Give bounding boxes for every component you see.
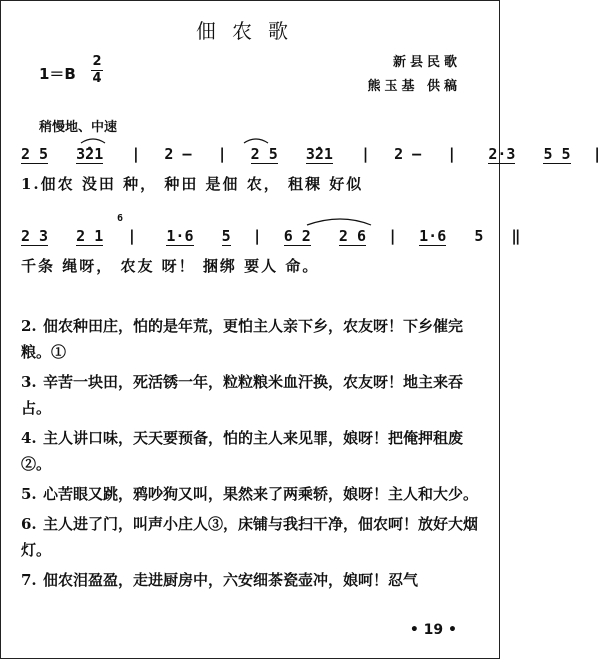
time-signature [91, 55, 103, 86]
verse-text: 主人讲口味，天天要预备，怕的主人来见罪，娘呀！把俺押租废②。 [21, 429, 464, 473]
key-signature: 1＝B [39, 65, 76, 83]
note-group: 2 – [394, 145, 422, 163]
grace-note: 6 [117, 213, 124, 224]
barline: | [252, 227, 262, 245]
note-group: 5 [474, 227, 484, 245]
verse-item [21, 481, 481, 507]
barline: | [360, 145, 370, 163]
time-signature-bottom: 4 [92, 71, 102, 86]
verse-item [21, 511, 481, 563]
verse-number: 4. [21, 429, 37, 447]
note-group: 1·6 [419, 227, 447, 245]
note-group: 2·3 [488, 145, 516, 163]
verse-number: 7. [21, 571, 37, 589]
verse-number: 3. [21, 373, 37, 391]
barline: | [217, 145, 227, 163]
verse-number: 6. [21, 515, 37, 533]
score-line-1 [21, 145, 602, 163]
barline: | [131, 145, 141, 163]
barline: | [592, 145, 602, 163]
note-group: 3̂21 [76, 145, 104, 163]
verse-number: 5. [21, 485, 37, 503]
note-group: 2 1 [76, 227, 104, 245]
note-group: 2 3 [21, 227, 49, 245]
barline: | [447, 145, 457, 163]
verse-text: 主人进了门，叫声小庄人③，床铺与我扫干净，佃农呵！放好大烟灯。 [21, 515, 479, 559]
song-title: 佃农歌 [196, 19, 304, 43]
verse-text: 佃农种田庄，怕的是年荒，更怕主人亲下乡，农友呀！下乡催完粮。① [21, 317, 464, 361]
note-group: 2 5 [250, 145, 278, 163]
song-contributor: 熊玉基 供稿 [367, 79, 461, 94]
verses-section [21, 313, 481, 597]
slur-mark [307, 219, 371, 225]
note-group: 2 6 [338, 227, 366, 245]
final-barline: ‖ [511, 227, 521, 245]
page-number: • 19 • [409, 622, 457, 638]
verse-item [21, 369, 481, 421]
note-group: 6 2 [283, 227, 311, 245]
verse-text: 佃农泪盈盈，走进厨房中，六安细茶瓷壶冲，娘呵！忍气 [43, 571, 419, 589]
verse-item [21, 425, 481, 477]
slur-mark [244, 139, 268, 143]
note-group: 1·6 [166, 227, 194, 245]
verse-item [21, 567, 481, 593]
tempo-marking: 稍慢地、中速 [39, 120, 118, 135]
lyric-line-2: 千条 绳呀， 农友 呀！ 捆绑 要人 命。 [21, 257, 320, 275]
note-group: 2 5 [21, 145, 49, 163]
verse-text: 心苦眼又跳，鸦吵狗又叫，果然来了两乘轿，娘呀！主人和大少。 [43, 485, 479, 503]
note-group: 5 5 [543, 145, 571, 163]
note-group: 2 – [164, 145, 192, 163]
time-signature-top: 2 [92, 54, 102, 69]
song-origin: 新县民歌 [392, 55, 461, 70]
note-group: 5 [221, 227, 231, 245]
note-group: 3̂21 [305, 145, 333, 163]
barline: | [388, 227, 398, 245]
verse-text: 辛苦一块田，死活锈一年，粒粒粮米血汗换，农友呀！地主来吞占。 [21, 373, 464, 417]
score-line-2 [21, 227, 520, 245]
lyric-line-1: 1.佃农 没田 种， 种田 是佃 农， 租稞 好似 [21, 175, 364, 193]
barline: | [127, 227, 137, 245]
verse-item [21, 313, 481, 365]
slur-mark [81, 139, 105, 143]
verse-number: 2. [21, 317, 37, 335]
